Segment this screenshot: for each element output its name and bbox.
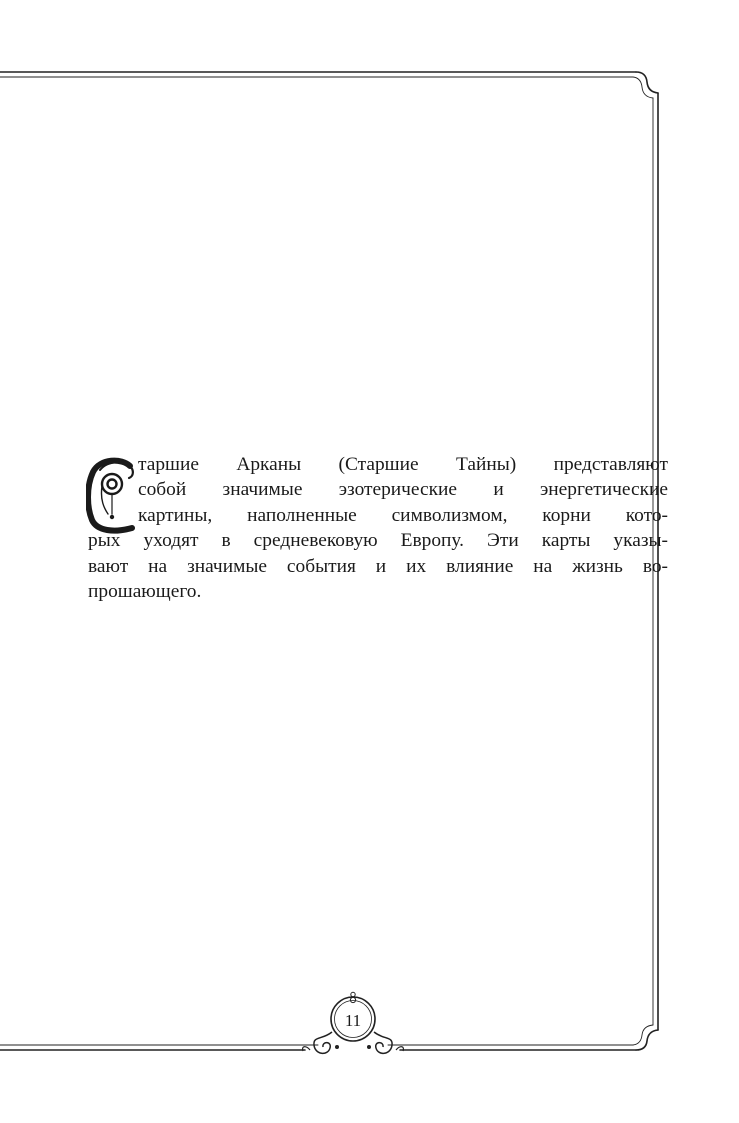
decorative-initial-letter-s [86, 456, 136, 534]
paragraph-line: собой значимые эзотерические и энергетические [138, 479, 668, 501]
paragraph-line: таршие Арканы (Старшие Тайны) представляют [138, 454, 668, 475]
paragraph-line: прошающего. [88, 580, 202, 602]
paragraph-line: вают на значимые события и их влияние на жизнь во- [88, 555, 668, 577]
paragraph-line: рых уходят в средневековую Европу. Эти карты указы- [88, 530, 668, 552]
page-number: 11 [344, 1011, 362, 1030]
paragraph-line: картины, наполненные символизмом, корни кото- [138, 504, 668, 526]
body-paragraph [88, 452, 668, 604]
